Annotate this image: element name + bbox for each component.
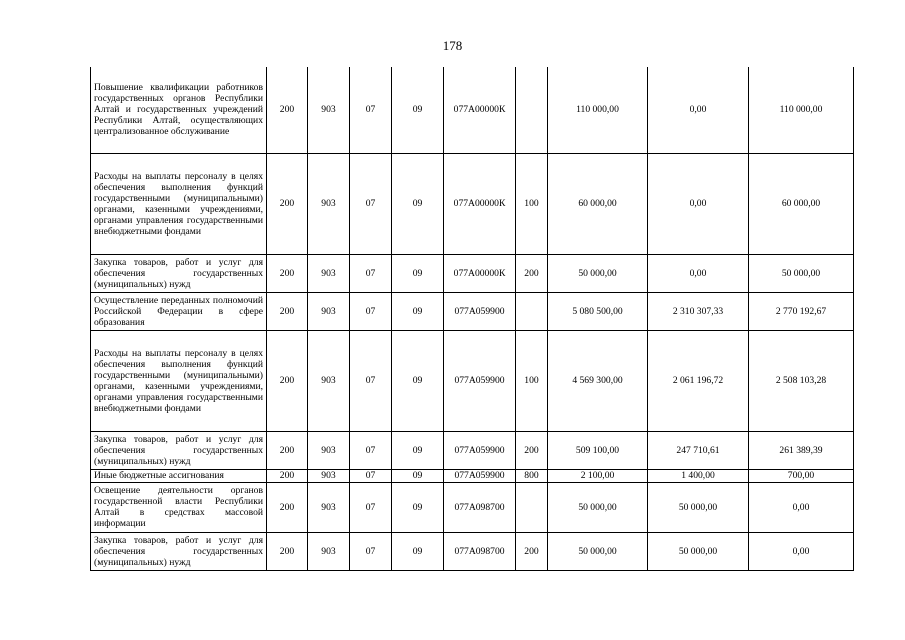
cell-amount-planned: 4 569 300,00 <box>548 330 648 431</box>
cell-ministry: 903 <box>308 532 350 570</box>
cell-target-article: 077А059900 <box>444 469 516 482</box>
budget-table <box>90 67 854 571</box>
cell-amount-planned: 509 100,00 <box>548 431 648 469</box>
cell-target-article: 077А059900 <box>444 431 516 469</box>
cell-amount-executed: 0,00 <box>648 254 749 292</box>
cell-section: 07 <box>350 67 392 153</box>
table-row <box>91 153 854 254</box>
cell-amount-planned: 5 080 500,00 <box>548 292 648 330</box>
cell-target-article: 077А059900 <box>444 292 516 330</box>
table-row <box>91 431 854 469</box>
table-row <box>91 330 854 431</box>
cell-code-1: 200 <box>267 532 308 570</box>
row-description: Закупка товаров, работ и услуг для обеспечения государственных (муниципальных) нужд <box>91 254 267 292</box>
table-body <box>91 67 854 570</box>
cell-code-1: 200 <box>267 292 308 330</box>
cell-amount-planned: 50 000,00 <box>548 254 648 292</box>
cell-ministry: 903 <box>308 330 350 431</box>
cell-amount-executed: 2 310 307,33 <box>648 292 749 330</box>
cell-section: 07 <box>350 482 392 532</box>
cell-amount-executed: 50 000,00 <box>648 482 749 532</box>
row-description: Осуществление переданных полномочий Российской Федерации в сфере образования <box>91 292 267 330</box>
cell-amount-planned: 2 100,00 <box>548 469 648 482</box>
cell-expense-type: 100 <box>516 330 548 431</box>
cell-amount-remaining: 2 508 103,28 <box>749 330 854 431</box>
row-description: Закупка товаров, работ и услуг для обеспечения государственных (муниципальных) нужд <box>91 532 267 570</box>
cell-expense-type: 200 <box>516 532 548 570</box>
cell-code-1: 200 <box>267 469 308 482</box>
cell-code-1: 200 <box>267 330 308 431</box>
cell-expense-type: 800 <box>516 469 548 482</box>
row-description: Освещение деятельности органов государственной власти Республики Алтай в средствах массовой информации <box>91 482 267 532</box>
cell-code-1: 200 <box>267 153 308 254</box>
cell-amount-remaining: 0,00 <box>749 482 854 532</box>
cell-amount-remaining: 2 770 192,67 <box>749 292 854 330</box>
cell-target-article: 077А00000К <box>444 67 516 153</box>
page-number: 178 <box>442 38 463 53</box>
cell-amount-executed: 2 061 196,72 <box>648 330 749 431</box>
table-row <box>91 482 854 532</box>
cell-code-1: 200 <box>267 67 308 153</box>
cell-amount-executed: 0,00 <box>648 153 749 254</box>
cell-subsection: 09 <box>392 254 444 292</box>
cell-target-article: 077А00000К <box>444 254 516 292</box>
cell-amount-executed: 247 710,61 <box>648 431 749 469</box>
table-row <box>91 469 854 482</box>
cell-expense-type <box>516 67 548 153</box>
cell-ministry: 903 <box>308 469 350 482</box>
cell-section: 07 <box>350 330 392 431</box>
cell-section: 07 <box>350 469 392 482</box>
row-description: Расходы на выплаты персоналу в целях обеспечения выполнения функций государственными (муниципальными) органами, казенными учреждениями, органами управления государственными внебюджетными фондами <box>91 153 267 254</box>
cell-code-1: 200 <box>267 431 308 469</box>
cell-target-article: 077А098700 <box>444 532 516 570</box>
cell-amount-executed: 1 400,00 <box>648 469 749 482</box>
cell-amount-planned: 50 000,00 <box>548 482 648 532</box>
row-description: Повышение квалификации работников государственных органов Республики Алтай и государственных учреждений Республики Алтай, осуществляющих централизованное обслуживание <box>91 67 267 153</box>
cell-section: 07 <box>350 254 392 292</box>
cell-ministry: 903 <box>308 292 350 330</box>
cell-subsection: 09 <box>392 469 444 482</box>
cell-amount-remaining: 110 000,00 <box>749 67 854 153</box>
cell-target-article: 077А098700 <box>444 482 516 532</box>
cell-amount-remaining: 50 000,00 <box>749 254 854 292</box>
cell-amount-remaining: 0,00 <box>749 532 854 570</box>
cell-amount-planned: 50 000,00 <box>548 532 648 570</box>
cell-target-article: 077А00000К <box>444 153 516 254</box>
cell-expense-type <box>516 292 548 330</box>
cell-subsection: 09 <box>392 292 444 330</box>
cell-section: 07 <box>350 532 392 570</box>
cell-ministry: 903 <box>308 254 350 292</box>
table-row <box>91 292 854 330</box>
cell-code-1: 200 <box>267 482 308 532</box>
cell-expense-type: 200 <box>516 431 548 469</box>
cell-amount-remaining: 261 389,39 <box>749 431 854 469</box>
table-row <box>91 254 854 292</box>
cell-expense-type <box>516 482 548 532</box>
table-row <box>91 67 854 153</box>
cell-ministry: 903 <box>308 153 350 254</box>
cell-subsection: 09 <box>392 153 444 254</box>
cell-subsection: 09 <box>392 532 444 570</box>
row-description: Закупка товаров, работ и услуг для обеспечения государственных (муниципальных) нужд <box>91 431 267 469</box>
cell-code-1: 200 <box>267 254 308 292</box>
cell-subsection: 09 <box>392 482 444 532</box>
cell-amount-planned: 60 000,00 <box>548 153 648 254</box>
cell-section: 07 <box>350 292 392 330</box>
cell-expense-type: 100 <box>516 153 548 254</box>
row-description: Иные бюджетные ассигнования <box>91 469 267 482</box>
cell-subsection: 09 <box>392 67 444 153</box>
table-row <box>91 532 854 570</box>
cell-amount-remaining: 700,00 <box>749 469 854 482</box>
cell-amount-remaining: 60 000,00 <box>749 153 854 254</box>
cell-target-article: 077А059900 <box>444 330 516 431</box>
cell-amount-executed: 0,00 <box>648 67 749 153</box>
cell-amount-executed: 50 000,00 <box>648 532 749 570</box>
row-description: Расходы на выплаты персоналу в целях обеспечения выполнения функций государственными (муниципальными) органами, казенными учреждениями, органами управления государственными внебюджетными фондами <box>91 330 267 431</box>
cell-ministry: 903 <box>308 431 350 469</box>
cell-section: 07 <box>350 153 392 254</box>
cell-subsection: 09 <box>392 431 444 469</box>
cell-subsection: 09 <box>392 330 444 431</box>
cell-amount-planned: 110 000,00 <box>548 67 648 153</box>
cell-ministry: 903 <box>308 482 350 532</box>
cell-ministry: 903 <box>308 67 350 153</box>
cell-expense-type: 200 <box>516 254 548 292</box>
cell-section: 07 <box>350 431 392 469</box>
